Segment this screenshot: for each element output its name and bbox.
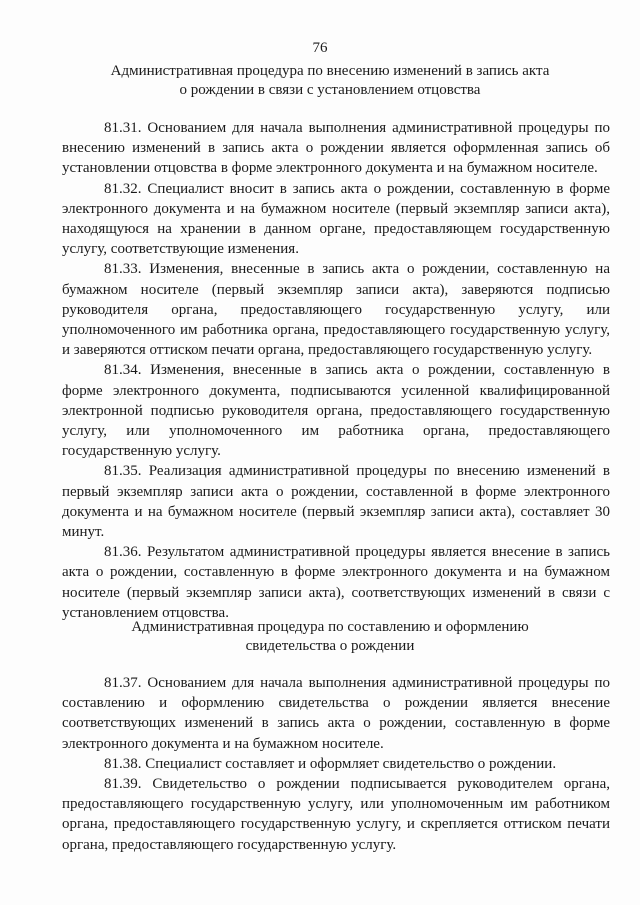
section-body-paternity: [62, 118, 610, 623]
paragraph-81-37: 81.37. Основанием для начала выполнения административной процедуры по составлению и оформлению свидетельства о рождении является внесение соответствующих изменений в запись акта о рождении, составленную в форме электронного документа и на бумажном носителе.: [62, 675, 610, 752]
paragraph-81-32: 81.32. Специалист вносит в запись акта о рождении, составленную в форме электронного документа и на бумажном носителе (первый экземпляр записи акта), находящуюся на хранении в данном органе, предоставляющем государственную услугу, соответствующие изменения.: [62, 180, 610, 258]
paragraph-81-39: 81.39. Свидетельство о рождении подписывается руководителем органа, предоставляющего государственную услугу, или уполномоченным им работником органа, предоставляющего государственную услугу, и скрепляется оттиском печати органа, предоставляющего государственную услугу.: [62, 776, 610, 853]
section-heading-paternity: [90, 62, 570, 100]
paragraph-81-31: 81.31. Основанием для начала выполнения административной процедуры по внесению изменений в запись акта о рождении является оформленная запись об установлении отцовства в форме электронного документа и на бумажном носителе.: [62, 120, 610, 177]
paragraph-81-33: 81.33. Изменения, внесенные в запись акта о рождении, составленную на бумажном носителе (первый экземпляр записи акта), заверяются подписью руководителя органа, предоставляющего государственную услугу, или уполномоченного им работника органа, предоставляющего государственную услугу, и заверяются оттиском печати органа, предоставляющего государственную услугу.: [62, 261, 610, 359]
heading-line: свидетельства о рождении: [245, 638, 415, 654]
heading-line: Административная процедура по внесению изменений в запись акта: [110, 63, 550, 79]
paragraph-81-35: 81.35. Реализация административной процедуры по внесению изменений в первый экземпляр записи акта о рождении, составленной в форме электронного документа и на бумажном носителе (первый экземпляр записи акта), составляет 30 минут.: [62, 463, 610, 541]
paragraph-81-36: 81.36. Результатом административной процедуры является внесение в запись акта о рождении, составленную в форме электронного документа и на бумажном носителе (первый экземпляр записи акта), соответствующих изменений в связи с установлением отцовства.: [62, 544, 610, 621]
page-number: 76: [312, 40, 328, 56]
section-heading-certificate: [90, 618, 570, 656]
section-body-certificate: [62, 673, 610, 855]
heading-line: Административная процедура по составлению и оформлению: [131, 619, 529, 635]
paragraph-81-38: 81.38. Специалист составляет и оформляет свидетельство о рождении.: [104, 755, 557, 772]
heading-line: о рождении в связи с установлением отцовства: [179, 82, 481, 98]
paragraph-81-34: 81.34. Изменения, внесенные в запись акта о рождении, составленную в форме электронного документа, подписываются усиленной квалифицированной электронной подписью руководителя органа, предоставляющего государственную услугу, или уполномоченного им работника органа, предоставляющего государственную услугу.: [62, 362, 610, 460]
